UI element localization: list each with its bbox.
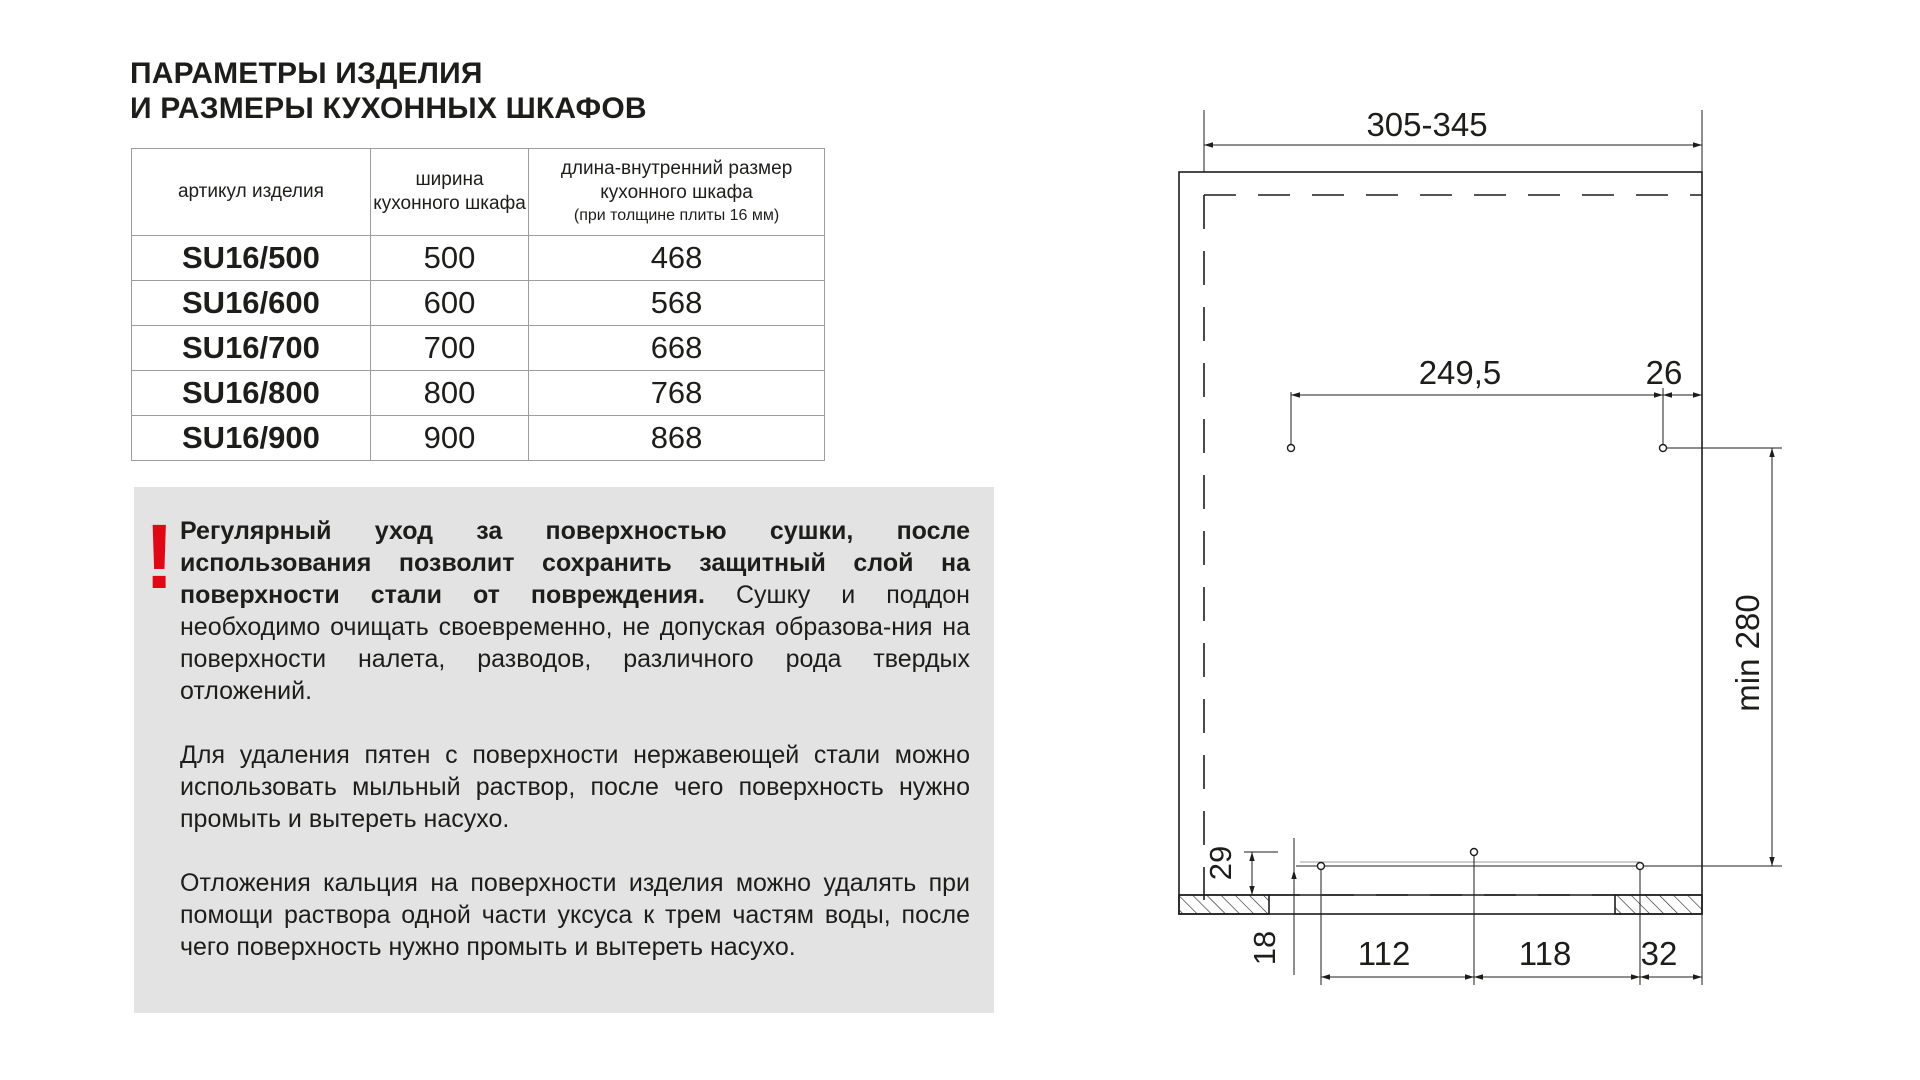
page-title-line-2: И РАЗМЕРЫ КУХОННЫХ ШКАФОВ [130, 92, 647, 125]
exclamation-icon: ! [144, 506, 175, 608]
dim-text-hole-spacing: 249,5 [1418, 354, 1502, 391]
cell-article: SU16/900 [132, 416, 371, 461]
hatched-block-right [1615, 895, 1702, 914]
cell-width: 900 [370, 416, 528, 461]
care-paragraph-1-rest: Сушку и поддон необходимо очищать своевременно, не допуская образова-ния на поверхности налета, разводов, различного рода твердых отложений. [180, 581, 970, 705]
header-inner-note: (при толщине плиты 16 мм) [573, 207, 780, 224]
cell-inner: 768 [529, 371, 825, 416]
mounting-hole-lower-right [1637, 863, 1644, 870]
cell-width: 500 [370, 236, 528, 281]
cell-width: 700 [370, 326, 528, 371]
header-width: ширина кухонного шкафа [370, 149, 528, 236]
cell-width: 800 [370, 371, 528, 416]
cell-article: SU16/700 [132, 326, 371, 371]
header-inner-length: длина-внутренний размер кухонного шкафа (при толщине плиты 16 мм) [529, 149, 825, 236]
hatched-block-left [1179, 895, 1269, 914]
page-title-line-1: ПАРАМЕТРЫ ИЗДЕЛИЯ [130, 57, 483, 90]
mounting-hole-lower-left [1318, 863, 1325, 870]
cell-article: SU16/600 [132, 281, 371, 326]
mounting-hole-lower-middle [1471, 849, 1478, 856]
dim-text-hole-offset: 26 [1645, 354, 1683, 391]
dim-text-min-height: min 280 [1729, 594, 1766, 712]
header-article: артикул изделия [132, 149, 371, 236]
dim-text-depth: 305-345 [1366, 106, 1488, 143]
cell-inner: 568 [529, 281, 825, 326]
dim-text-bottom-1: 112 [1357, 935, 1411, 972]
cell-inner: 868 [529, 416, 825, 461]
cell-inner: 468 [529, 236, 825, 281]
dim-text-bottom-3: 32 [1640, 935, 1678, 972]
dim-text-bottom-2: 118 [1518, 935, 1572, 972]
dim-text-bottom-gap: 29 [1203, 845, 1238, 881]
cell-article: SU16/800 [132, 371, 371, 416]
cell-article: SU16/500 [132, 236, 371, 281]
mounting-hole-upper-left [1288, 445, 1295, 452]
care-paragraph-1-bold: Регулярный уход за поверхностью сушки, после использования позволит сохранить защитный слой на поверхности стали от повреждения. [180, 517, 970, 609]
care-paragraph-3: Отложения кальция на поверхности изделия можно удалять при помощи раствора одной части уксуса к трем частям воды, после чего поверхность нужно промыть и вытереть насухо. [180, 869, 970, 961]
dim-text-shelf-thickness: 18 [1247, 930, 1282, 966]
cell-inner: 668 [529, 326, 825, 371]
mounting-hole-upper-right [1660, 445, 1667, 452]
cell-width: 600 [370, 281, 528, 326]
cabinet-outline [1179, 172, 1702, 914]
care-paragraph-2: Для удаления пятен с поверхности нержавеющей стали можно использовать мыльный раствор, после чего поверхность нужно промыть и вытереть насухо. [180, 741, 970, 833]
